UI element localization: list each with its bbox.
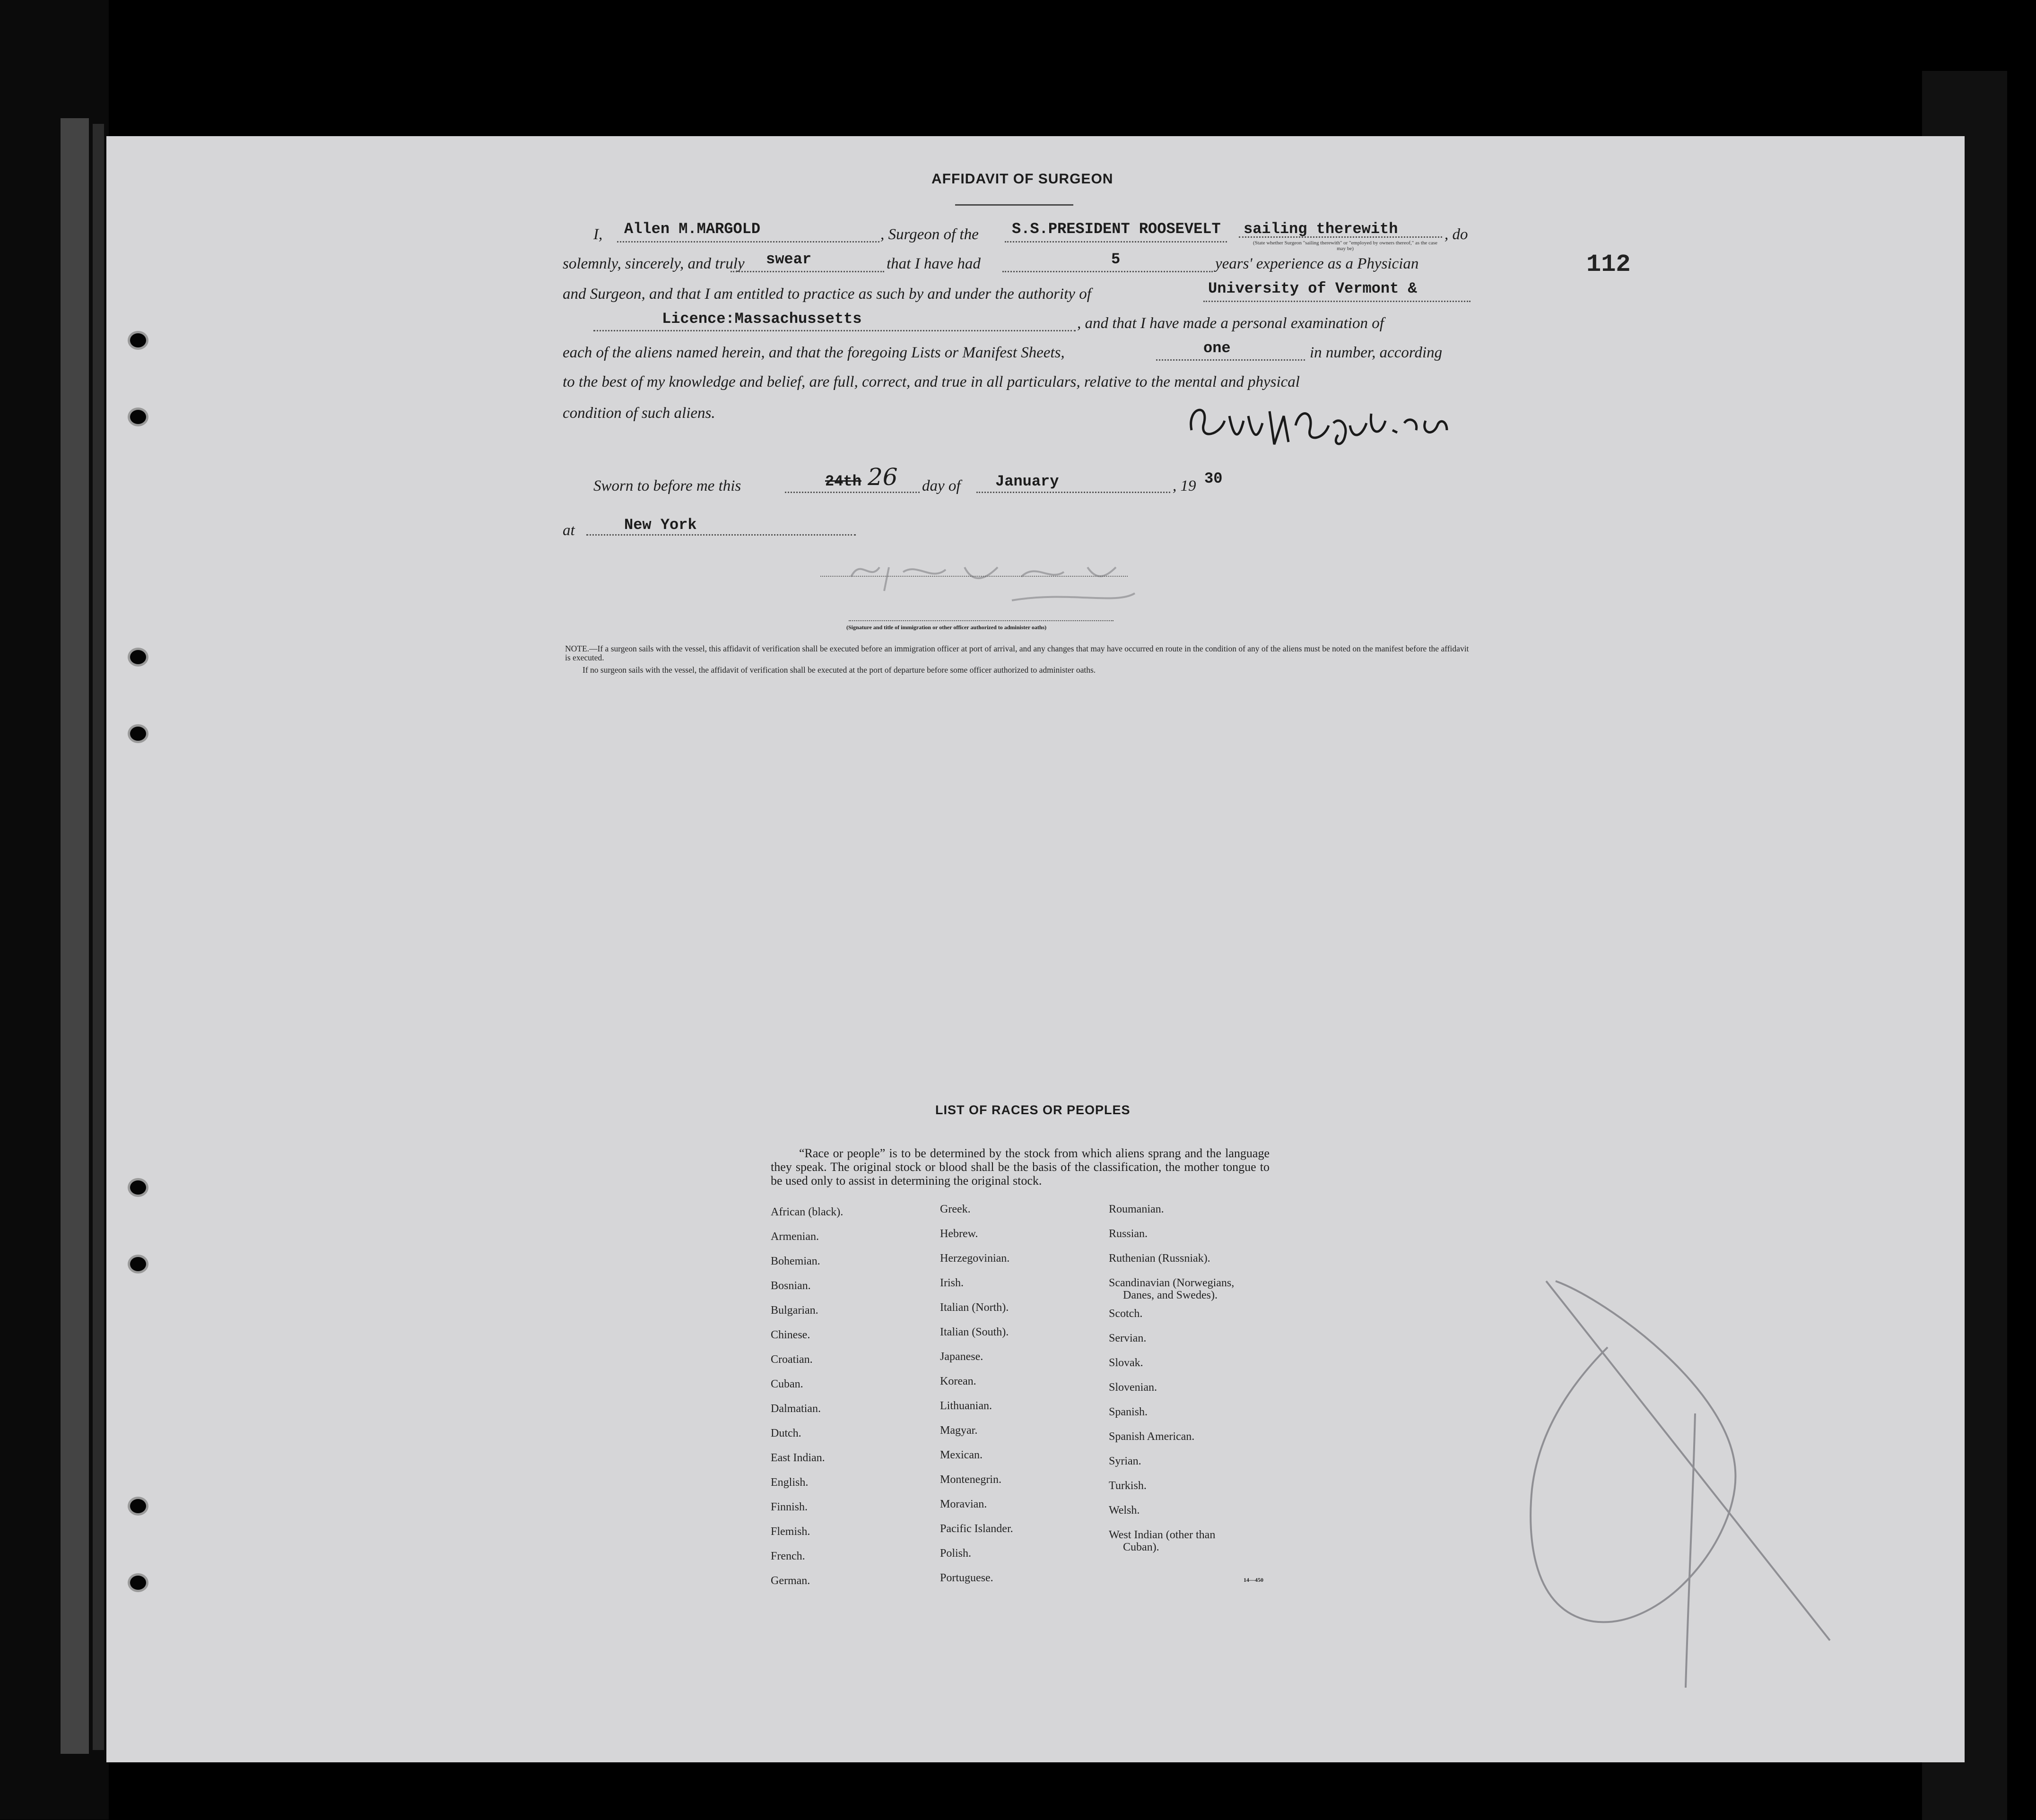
affidavit-text: years' experience as a Physician <box>1215 255 1419 272</box>
race-item: Slovak. <box>1109 1357 1143 1369</box>
race-item: Russian. <box>1109 1228 1148 1240</box>
fill-line <box>1002 271 1213 272</box>
affidavit-text: , and that I have made a personal examination of <box>1077 315 1384 332</box>
races-title: LIST OF RACES OR PEOPLES <box>935 1103 1131 1117</box>
race-item: Scotch. <box>1109 1308 1143 1320</box>
fill-line <box>586 534 856 536</box>
race-item: Korean. <box>940 1375 976 1387</box>
punch-hole <box>128 1255 148 1274</box>
race-item: Pacific Islander. <box>940 1523 1013 1535</box>
race-item: Servian. <box>1109 1332 1147 1344</box>
punch-hole <box>128 1497 148 1516</box>
manifest-sheet-count: one <box>1203 339 1231 357</box>
affidavit-text: , Surgeon of the <box>880 226 979 243</box>
punch-hole <box>128 331 148 350</box>
fill-line <box>617 241 879 243</box>
fill-line <box>1239 236 1442 238</box>
race-item: Lithuanian. <box>940 1400 992 1412</box>
race-item: Irish. <box>940 1277 964 1289</box>
race-item: Welsh. <box>1109 1504 1140 1517</box>
race-item: Croatian. <box>771 1353 813 1366</box>
race-item: French. <box>771 1550 805 1562</box>
sailing-hint: (State whether Surgeon "sailing therewith" or "employed by owners thereof," as the case may be) <box>1253 240 1438 251</box>
affidavit-text: , do <box>1444 226 1468 243</box>
licensing-authority-2: Licence:Massachussetts <box>662 310 862 328</box>
races-column-1 <box>771 1200 843 1593</box>
affidavit-text: at <box>563 522 575 539</box>
race-item: Herzegovinian. <box>940 1252 1010 1265</box>
fill-line <box>785 492 920 493</box>
race-item: Turkish. <box>1109 1480 1147 1492</box>
race-item: Finnish. <box>771 1501 808 1513</box>
sworn-month: January <box>995 473 1059 490</box>
races-column-3 <box>1109 1197 1234 1553</box>
race-item: Moravian. <box>940 1498 987 1510</box>
affidavit-title: AFFIDAVIT OF SURGEON <box>931 171 1114 187</box>
affidavit-text: condition of such aliens. <box>563 405 715 422</box>
race-item: Spanish American. <box>1109 1430 1195 1443</box>
affidavit-text: and Surgeon, and that I am entitled to practice as such by and under the authority of <box>563 286 1091 303</box>
races-intro: “Race or people” is to be determined by the stock from which aliens sprang and the language they speak. The original stock or blood shall be the basis of the classification, the mother tongue to be used only to assist in determining the original stock. <box>771 1146 1270 1187</box>
affidavit-text: day of <box>922 477 961 494</box>
race-item: Japanese. <box>940 1351 983 1363</box>
affidavit-text: I, <box>593 226 603 243</box>
fill-line <box>731 271 884 272</box>
binder-edge-inner <box>93 124 104 1750</box>
surgeon-name: Allen M.MARGOLD <box>624 220 761 238</box>
race-item: Cuban). <box>1123 1541 1159 1553</box>
years-experience: 5 <box>1111 251 1121 268</box>
vessel-name: S.S.PRESIDENT ROOSEVELT <box>1012 220 1221 238</box>
races-column-2 <box>940 1197 1013 1590</box>
punch-hole <box>128 1573 148 1592</box>
punch-hole <box>128 1178 148 1197</box>
race-item: Magyar. <box>940 1424 978 1437</box>
race-item: Flemish. <box>771 1525 810 1538</box>
binder-edge <box>61 118 89 1754</box>
race-item: Roumanian. <box>1109 1203 1164 1215</box>
race-item: Italian (North). <box>940 1301 1009 1314</box>
affidavit-text: each of the aliens named herein, and that the foregoing Lists or Manifest Sheets, <box>563 344 1065 361</box>
race-item: Hebrew. <box>940 1228 978 1240</box>
race-item: West Indian (other than <box>1109 1529 1216 1541</box>
officer-caption: (Signature and title of immigration or other officer authorized to administer oaths) <box>846 624 1047 631</box>
race-item: Bosnian. <box>771 1280 811 1292</box>
fill-line <box>1203 301 1470 302</box>
race-item: Chinese. <box>771 1329 810 1341</box>
race-item: English. <box>771 1476 809 1489</box>
punch-hole <box>128 407 148 426</box>
day-handwritten: 26 <box>868 463 898 491</box>
race-item: German. <box>771 1575 810 1587</box>
punch-hole <box>128 724 148 743</box>
race-item: Slovenian. <box>1109 1381 1157 1394</box>
note-paragraph-1: NOTE.—If a surgeon sails with the vessel, this affidavit of verification shall be executed before an immigration officer at port of arrival, and any changes that may have occurred en route in the condition of any of the aliens must be noted on the manifest before the affidavit is executed. <box>565 644 1469 662</box>
race-item: Greek. <box>940 1203 971 1215</box>
race-item: Spanish. <box>1109 1406 1148 1418</box>
officer-signature-line <box>849 620 1114 621</box>
title-rule <box>955 204 1073 206</box>
race-item: Portuguese. <box>940 1572 993 1584</box>
licensing-authority: University of Vermont & <box>1208 280 1417 297</box>
race-item: Danes, and Swedes). <box>1123 1289 1218 1301</box>
day-struck: 24th <box>825 473 861 490</box>
sworn-year: 30 <box>1204 470 1223 487</box>
pencil-mark <box>1513 1272 1844 1725</box>
form-number: 14—450 <box>1244 1577 1263 1583</box>
race-item: Syrian. <box>1109 1455 1141 1467</box>
race-item: Bulgarian. <box>771 1304 818 1317</box>
fill-line <box>593 330 1076 331</box>
race-item: Bohemian. <box>771 1255 820 1267</box>
oath-type: swear <box>766 251 812 268</box>
race-item: Armenian. <box>771 1231 819 1243</box>
fill-line <box>1005 241 1227 243</box>
race-item: Scandinavian (Norwegians, <box>1109 1277 1235 1289</box>
race-item: East Indian. <box>771 1452 825 1464</box>
affidavit-text: to the best of my knowledge and belief, are full, correct, and true in all particulars, relative to the mental and physical <box>563 373 1300 390</box>
note-paragraph-2: If no surgeon sails with the vessel, the affidavit of verification shall be executed at the port of departure before some officer authorized to administer oaths. <box>583 665 1096 675</box>
sworn-place: New York <box>624 516 697 534</box>
race-item: Dutch. <box>771 1427 801 1439</box>
sailing-status: sailing therewith <box>1244 220 1398 238</box>
punch-hole <box>128 648 148 667</box>
officer-signature <box>823 548 1163 629</box>
race-item: Italian (South). <box>940 1326 1009 1338</box>
race-item: African (black). <box>771 1206 844 1218</box>
page-number: 112 <box>1586 251 1631 278</box>
affidavit-text: that I have had <box>887 255 981 272</box>
affidavit-text: Sworn to before me this <box>593 477 741 494</box>
affidavit-text: in number, according <box>1310 344 1443 361</box>
race-item: Ruthenian (Russniak). <box>1109 1252 1210 1265</box>
race-item: Polish. <box>940 1547 972 1560</box>
affidavit-text: , 19 <box>1173 477 1196 494</box>
race-item: Dalmatian. <box>771 1403 821 1415</box>
fill-line <box>820 576 1128 577</box>
surgeon-signature <box>1182 397 1485 454</box>
fill-line <box>976 492 1170 493</box>
race-item: Cuban. <box>771 1378 803 1390</box>
race-item: Montenegrin. <box>940 1473 1001 1486</box>
fill-line <box>1156 359 1305 361</box>
race-item: Mexican. <box>940 1449 983 1461</box>
affidavit-text: solemnly, sincerely, and truly <box>563 255 745 272</box>
